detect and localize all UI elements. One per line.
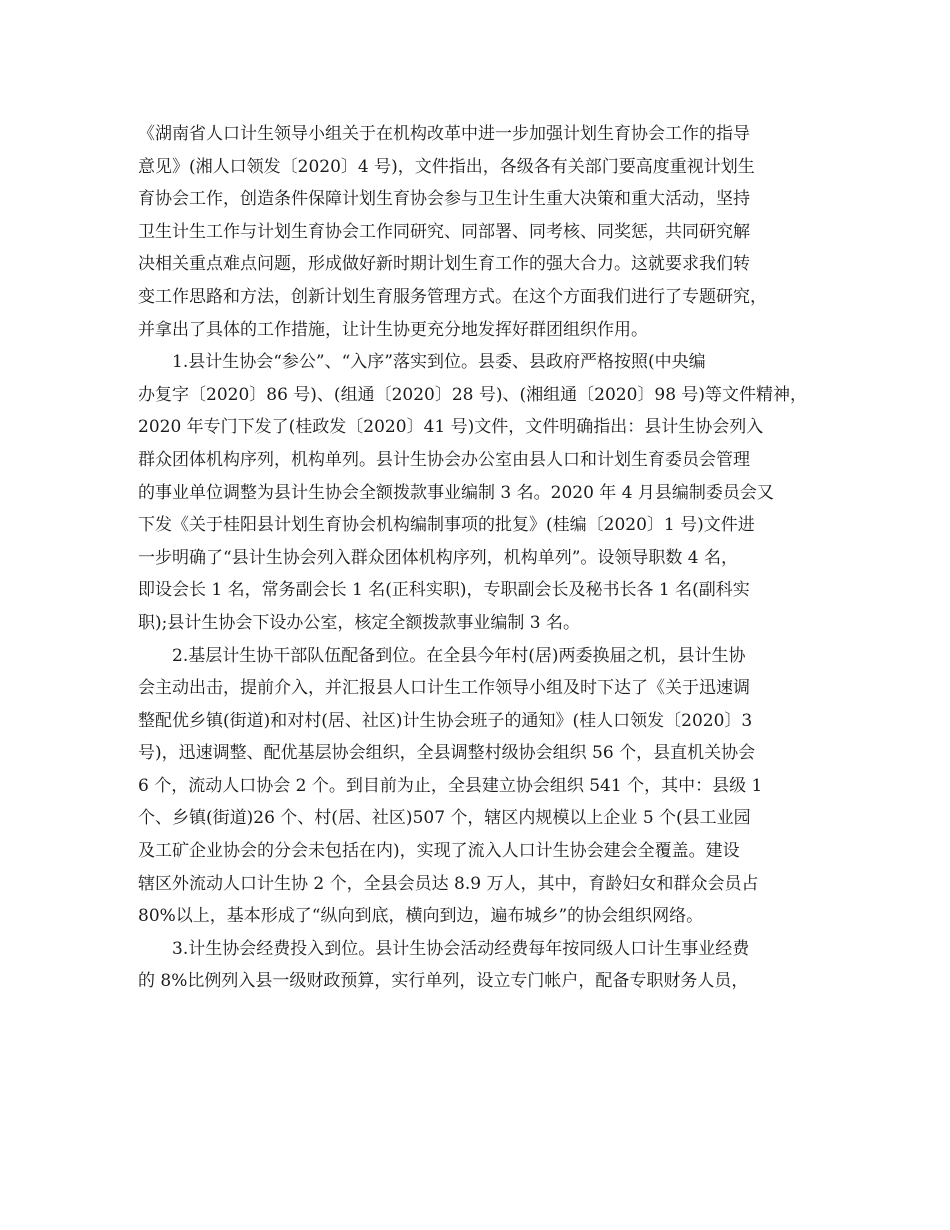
text-line: 会主动出击，提前介入，并汇报县人口计生工作领导小组及时下达了《关于迅速调 — [138, 678, 750, 699]
text-line: 2020 年专门下发了(桂政发〔2020〕41 号)文件，文件明确指出：县计生协会列入 — [138, 417, 764, 438]
text-line: 1.县计生协会“参公”、“入序”落实到位。县委、县政府严格按照(中央编 — [172, 352, 706, 373]
paragraph-item-3 — [138, 933, 822, 998]
text-line: 2.基层计生协干部队伍配备到位。在全县今年村(居)两委换届之机，县计生协 — [172, 645, 746, 666]
text-line: 整配优乡镇(街道)和对村(居、社区)计生协会班子的通知》(桂人口领发〔2020〕3 — [138, 710, 753, 731]
text-line: 意见》(湘人口领发〔2020〕4 号)，文件指出，各级各有关部门要高度重视计划生 — [138, 156, 755, 177]
text-line: 职);县计生协会下设办公室，核定全额拨款事业编制 3 名。 — [138, 612, 580, 633]
text-line: 并拿出了具体的工作措施，让计生协更充分地发挥好群团组织作用。 — [138, 319, 648, 340]
text-line: 的 8%比例列入县一级财政预算，实行单列，设立专门帐户，配备专职财务人员， — [138, 971, 749, 992]
text-line: 号)，迅速调整、配优基层协会组织，全县调整村级协会组织 56 个，县直机关协会 — [138, 743, 756, 764]
paragraph-intro — [138, 118, 822, 346]
text-line: 的事业单位调整为县计生协会全额拨款事业编制 3 名。2020 年 4 月县编制委员会又 — [138, 482, 774, 503]
paragraph-item-1 — [138, 346, 822, 639]
paragraph-item-2 — [138, 640, 822, 933]
text-line: 下发《关于桂阳县计划生育协会机构编制事项的批复》(桂编〔2020〕1 号)文件进 — [138, 515, 755, 536]
text-line: 个、乡镇(街道)26 个、村(居、社区)507 个，辖区内规模以上企业 5 个(县工业园 — [138, 808, 751, 829]
document-body — [138, 118, 822, 998]
text-line: 群众团体机构序列，机构单列。县计生协会办公室由县人口和计划生育委员会管理 — [138, 449, 750, 470]
text-line: 决相关重点难点问题，形成做好新时期计划生育工作的强大合力。这就要求我们转 — [138, 254, 750, 275]
text-line: 办复字〔2020〕86 号)、(组通〔2020〕28 号)、(湘组通〔2020〕98 号)等文件精神， — [138, 384, 808, 405]
text-line: 卫生计生工作与计划生育协会工作同研究、同部署、同考核、同奖惩，共同研究解 — [138, 221, 750, 242]
text-line: 变工作思路和方法，创新计划生育服务管理方式。在这个方面我们进行了专题研究， — [138, 286, 767, 307]
text-line: 辖区外流动人口计生协 2 个，全县会员达 8.9 万人，其中，育龄妇女和群众会员占 — [138, 873, 759, 894]
text-line: 《湖南省人口计生领导小组关于在机构改革中进一步加强计划生育协会工作的指导 — [138, 124, 750, 144]
text-line: 及工矿企业协会的分会未包括在内)，实现了流入人口计生协会建会全覆盖。建设 — [138, 841, 740, 862]
text-line: 6 个，流动人口协会 2 个。到目前为止，全县建立协会组织 541 个，其中：县级 1 — [138, 775, 763, 796]
text-line: 即设会长 1 名，常务副会长 1 名(正科实职)，专职副会长及秘书长各 1 名(副科实 — [138, 580, 750, 601]
text-line: 80%以上，基本形成了“纵向到底，横向到边，遍布城乡”的协会组织网络。 — [138, 906, 704, 927]
text-line: 一步明确了“县计生协会列入群众团体机构序列，机构单列”。设领导职数 4 名， — [138, 547, 739, 568]
text-line: 3.计生协会经费投入到位。县计生协会活动经费每年按同级人口计生事业经费 — [172, 938, 750, 959]
text-line: 育协会工作，创造条件保障计划生育协会参与卫生计生重大决策和重大活动，坚持 — [138, 189, 750, 210]
